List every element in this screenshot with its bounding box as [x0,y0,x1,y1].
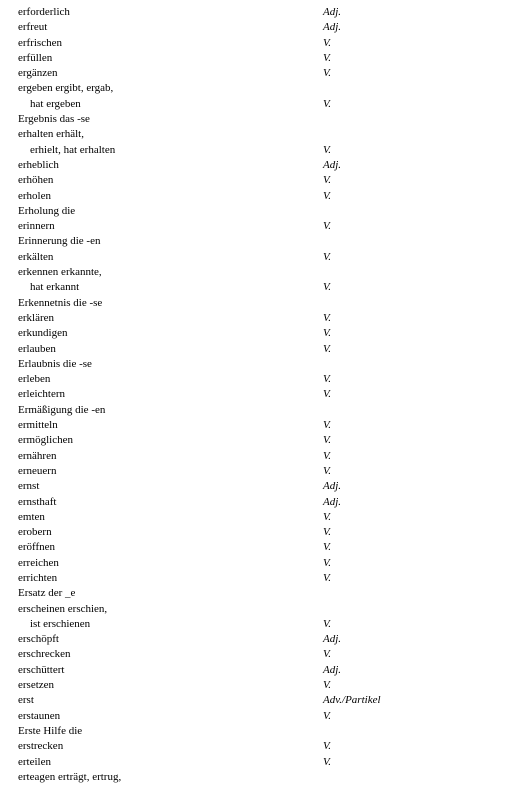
vocabulary-row [0,81,525,96]
entry-term: erlauben [18,342,56,355]
entry-part-of-speech: V. [323,541,332,554]
entry-term: erkundigen [18,327,68,340]
vocabulary-row [0,66,525,81]
entry-term: errichten [18,571,58,584]
vocabulary-row [0,189,525,204]
entry-part-of-speech: V. [323,51,332,64]
entry-term: erhöhen [18,174,54,187]
entry-term: Erkennetnis die -se [18,296,103,309]
entry-term: erschrecken [18,648,71,661]
vocabulary-row [0,265,525,280]
vocabulary-row [0,663,525,678]
entry-term: ist erschienen [30,617,91,630]
entry-term: Erste Hilfe die [18,724,83,737]
entry-part-of-speech: V. [323,373,332,386]
vocabulary-row [0,647,525,662]
entry-part-of-speech: V. [323,174,332,187]
vocabulary-row [0,418,525,433]
vocabulary-row [0,143,525,158]
entry-part-of-speech: V. [323,143,332,156]
entry-part-of-speech: V. [323,220,332,233]
entry-term: erfrischen [18,36,62,49]
vocabulary-row [0,617,525,632]
entry-term: ernst [18,480,40,493]
entry-part-of-speech: V. [323,755,332,768]
entry-part-of-speech: V. [323,740,332,753]
entry-part-of-speech: Adj. [323,663,342,676]
entry-part-of-speech: Adj. [323,495,342,508]
vocabulary-row [0,204,525,219]
vocabulary-row [0,127,525,142]
vocabulary-row [0,296,525,311]
entry-term: erleichtern [18,388,66,401]
vocabulary-row [0,173,525,188]
vocabulary-row [0,770,525,785]
entry-term: erstrecken [18,740,64,753]
vocabulary-row [0,403,525,418]
entry-term: erfreut [18,21,48,34]
entry-term: erstaunen [18,709,61,722]
entry-part-of-speech: V. [323,97,332,110]
entry-term: erfüllen [18,51,53,64]
entry-term: erkälten [18,250,54,263]
vocabulary-row [0,387,525,402]
entry-term: hat ergeben [30,97,81,110]
vocabulary-row [0,311,525,326]
entry-term: erschüttert [18,663,65,676]
vocabulary-row [0,739,525,754]
vocabulary-row [0,632,525,647]
vocabulary-row [0,433,525,448]
entry-term: erinnern [18,220,55,233]
entry-part-of-speech: V. [323,464,332,477]
vocabulary-row [0,479,525,494]
entry-part-of-speech: V. [323,250,332,263]
entry-term: erobern [18,526,52,539]
entry-part-of-speech: V. [323,342,332,355]
vocabulary-row [0,326,525,341]
vocabulary-row [0,556,525,571]
entry-term: Ergebnis das -se [18,113,90,126]
entry-term: Erinnerung die -en [18,235,101,248]
entry-term: ernähren [18,449,57,462]
vocabulary-row [0,234,525,249]
entry-term: erforderlich [18,6,70,18]
entry-part-of-speech: Adv./Partikel [323,694,381,707]
entry-term: erneuern [18,464,57,477]
entry-part-of-speech: V. [323,449,332,462]
vocabulary-row [0,372,525,387]
vocabulary-row [0,495,525,510]
entry-term: Ersatz der _e [18,587,76,600]
entry-part-of-speech: Adj. [323,21,342,34]
entry-part-of-speech: Adj. [323,480,342,493]
vocabulary-row [0,342,525,357]
entry-term: erheblich [18,158,59,171]
entry-term: erscheinen erschien, [18,602,108,615]
entry-part-of-speech: V. [323,311,332,324]
entry-term: ergänzen [18,67,58,80]
vocabulary-row [0,525,525,540]
vocabulary-row [0,602,525,617]
vocabulary-row [0,112,525,127]
entry-part-of-speech: V. [323,36,332,49]
vocabulary-row [0,219,525,234]
entry-part-of-speech: Adj. [323,158,342,171]
entry-term: ermitteln [18,419,58,432]
entry-term: erst [18,694,34,707]
entry-term: erhalten erhält, [18,128,84,141]
entry-term: erklären [18,311,55,324]
entry-part-of-speech: V. [323,327,332,340]
vocabulary-row [0,678,525,693]
vocabulary-row [0,464,525,479]
entry-term: erreichen [18,556,59,569]
vocabulary-list [0,5,525,785]
vocabulary-row [0,755,525,770]
vocabulary-row [0,36,525,51]
entry-part-of-speech: V. [323,648,332,661]
vocabulary-row [0,357,525,372]
entry-part-of-speech: V. [323,556,332,569]
entry-term: erkennen erkannte, [18,266,102,279]
entry-term: ersetzen [18,679,55,692]
vocabulary-row [0,709,525,724]
entry-term: hat erkannt [30,281,80,294]
entry-part-of-speech: V. [323,510,332,523]
vocabulary-row [0,586,525,601]
vocabulary-row [0,20,525,35]
entry-term: Erlaubnis die -se [18,357,92,370]
entry-part-of-speech: V. [323,526,332,539]
entry-part-of-speech: V. [323,571,332,584]
entry-term: emten [18,510,45,523]
vocabulary-row [0,97,525,112]
entry-part-of-speech: Adj. [323,6,342,18]
entry-part-of-speech: V. [323,281,332,294]
entry-term: Ermäßigung die -en [18,403,106,416]
entry-term: erhielt, hat erhalten [30,143,116,156]
vocabulary-row [0,693,525,708]
entry-term: Erholung die [18,204,76,217]
entry-term: erteilen [18,755,51,768]
entry-part-of-speech: V. [323,189,332,202]
entry-part-of-speech: V. [323,388,332,401]
vocabulary-row [0,510,525,525]
entry-part-of-speech: V. [323,419,332,432]
entry-part-of-speech: V. [323,617,332,630]
entry-term: ernsthaft [18,495,57,508]
entry-term: ermöglichen [18,434,73,447]
vocabulary-row [0,51,525,66]
vocabulary-row [0,280,525,295]
vocabulary-row [0,5,525,20]
entry-part-of-speech: V. [323,67,332,80]
entry-term: erholen [18,189,51,202]
entry-part-of-speech: Adj. [323,633,342,646]
entry-term: erschöpft [18,633,59,646]
entry-term: erteagen erträgt, ertrug, [18,770,122,783]
entry-term: eröffnen [18,541,56,554]
vocabulary-row [0,540,525,555]
vocabulary-row [0,250,525,265]
vocabulary-row [0,158,525,173]
entry-part-of-speech: V. [323,709,332,722]
entry-term: ergeben ergibt, ergab, [18,82,114,95]
entry-part-of-speech: V. [323,434,332,447]
vocabulary-row [0,571,525,586]
entry-term: erleben [18,373,51,386]
vocabulary-row [0,449,525,464]
vocabulary-row [0,724,525,739]
entry-part-of-speech: V. [323,679,332,692]
